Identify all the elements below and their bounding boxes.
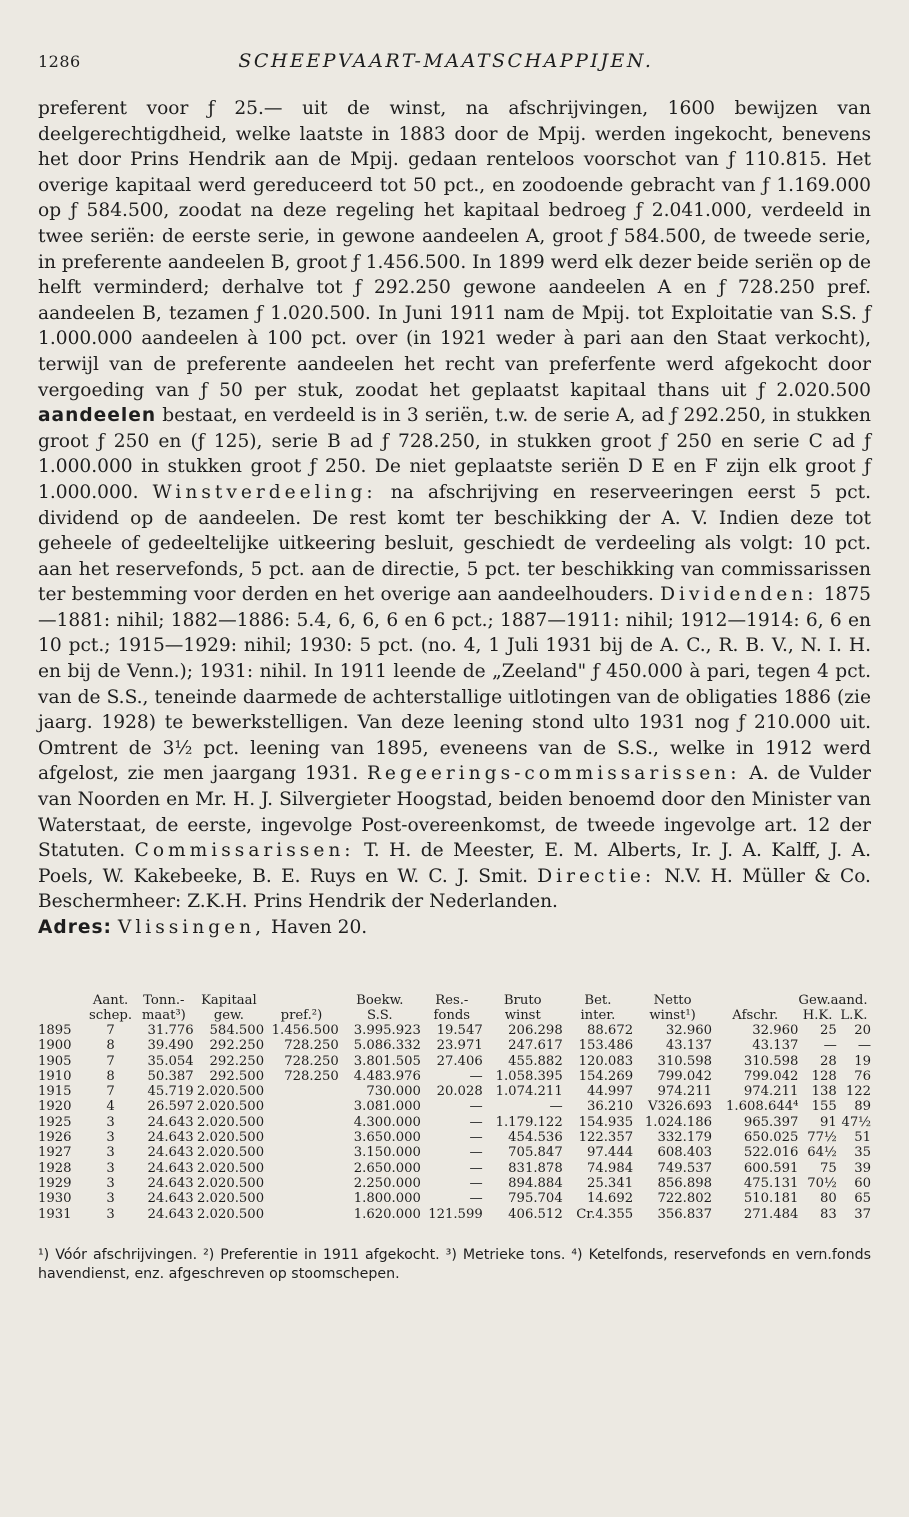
table-cell: 8 [106, 1038, 115, 1054]
table-cell: 24.643 [147, 1114, 194, 1130]
table-cell: — [469, 1175, 483, 1191]
table-cell: 1928 [38, 1160, 72, 1176]
table-cell: 7 [106, 1023, 115, 1038]
column-header: maat³) [141, 1008, 186, 1023]
table-cell: V326.693 [647, 1099, 713, 1115]
winstverdeeling-heading: Winstverdeeling: [152, 481, 377, 503]
table-cell: 31.776 [147, 1023, 194, 1038]
table-cell: 47½ [841, 1114, 871, 1130]
table-cell: 3.081.000 [353, 1099, 421, 1115]
table-cell: 155 [811, 1099, 837, 1115]
table-row [38, 1191, 871, 1206]
table-cell: 122.357 [578, 1130, 634, 1146]
table-cell: 120.083 [578, 1053, 634, 1069]
table-cell: 1.800.000 [353, 1191, 421, 1207]
table-cell: 7 [106, 1084, 115, 1100]
table-cell: 154.935 [578, 1114, 634, 1130]
table-cell: 310.598 [743, 1053, 799, 1069]
column-header: S.S. [367, 1008, 393, 1023]
table-cell: 475.131 [743, 1175, 799, 1191]
table-cell: 28 [820, 1053, 837, 1069]
table-cell: 20.028 [436, 1084, 483, 1100]
table-cell: 32.960 [752, 1023, 799, 1038]
table-cell [264, 1191, 339, 1206]
table-cell [264, 1207, 339, 1222]
table-cell: 35 [854, 1145, 871, 1161]
column-header: schep. [88, 1008, 133, 1023]
table-row [38, 1099, 871, 1114]
table-cell: 24.643 [147, 1175, 194, 1191]
table-cell: 2.020.500 [196, 1175, 265, 1191]
table-cell: 122 [845, 1084, 871, 1100]
table-cell: 722.802 [657, 1191, 713, 1207]
table-cell: 97.444 [586, 1145, 634, 1161]
table-cell: 24.643 [147, 1130, 194, 1146]
table-cell: — [469, 1099, 483, 1115]
table-cell: 1.456.500 [271, 1023, 339, 1038]
table-cell [264, 1176, 339, 1191]
table-cell: 3.650.000 [353, 1130, 421, 1146]
body-text [38, 96, 871, 915]
column-header: Afschr. [732, 1008, 779, 1023]
table-cell: 1.074.211 [495, 1084, 563, 1100]
column-header: gew. [213, 1008, 244, 1023]
table-cell: 2.020.500 [196, 1084, 265, 1100]
table-cell: 2.020.500 [196, 1160, 265, 1176]
table-cell: 749.537 [657, 1160, 713, 1176]
table-cell: 25.341 [586, 1175, 634, 1191]
table-cell: 26.597 [147, 1099, 194, 1115]
table-cell: 965.397 [743, 1114, 799, 1130]
table-cell: 2.020.500 [196, 1145, 265, 1161]
table-cell: 14.692 [586, 1191, 634, 1207]
table-cell: 37 [854, 1206, 871, 1222]
address-label: Adres: [38, 917, 112, 938]
table-cell: 153.486 [578, 1038, 634, 1054]
table-cell: 1.024.186 [644, 1114, 713, 1130]
column-header: Tonn.- [143, 993, 185, 1008]
table-cell: 310.598 [657, 1053, 713, 1069]
table-cell: 35.054 [147, 1053, 194, 1069]
table-cell: 247.617 [508, 1038, 563, 1054]
table-cell: 24.643 [147, 1191, 194, 1207]
article-paragraph [38, 96, 871, 915]
table-cell: 3 [106, 1160, 115, 1176]
table-cell: 44.997 [586, 1084, 634, 1100]
column-header: pref.²) [280, 1008, 323, 1023]
table-cell: 455.882 [508, 1053, 563, 1069]
table-cell: 50.387 [147, 1068, 194, 1084]
table-cell: 974.211 [743, 1084, 799, 1100]
table-cell: 356.837 [657, 1206, 713, 1222]
table-cell: 454.536 [508, 1130, 563, 1146]
table-cell: 510.181 [743, 1191, 799, 1207]
address-city: Vlissingen, [117, 917, 266, 938]
table-cell: 5.086.332 [353, 1038, 421, 1054]
directie-heading: Directie: [537, 865, 656, 887]
table-cell: 1927 [38, 1145, 72, 1161]
table-cell: 3.995.923 [353, 1023, 421, 1038]
column-header: winst [504, 1008, 541, 1023]
table-cell: 406.512 [508, 1206, 563, 1222]
table-cell: 74.984 [586, 1160, 634, 1176]
table-cell: 2.020.500 [196, 1099, 265, 1115]
table-row [38, 1115, 871, 1130]
running-head [38, 50, 871, 90]
table-row [38, 1130, 871, 1145]
table-cell: 584.500 [209, 1023, 265, 1038]
table-cell: 138 [811, 1084, 837, 1100]
text-segment-5: A. de Vulder van Noorden en Mr. H. J. Silvergieter Hoogstad, beiden benoemd door den Minister van Waterstaat, de eerste, ingevolge Post-overeenkomst, de tweede ingevolge art. 12 der Statuten. [38, 763, 871, 862]
column-header: H.K. [802, 1008, 833, 1023]
table-cell: 1910 [38, 1068, 72, 1084]
table-cell: 3 [106, 1114, 115, 1130]
table-cell: 522.016 [743, 1145, 799, 1161]
table-cell: Cr.4.355 [576, 1206, 634, 1222]
table-row [38, 1069, 871, 1084]
text-segment-6: T. H. de Meester, E. M. Alberts, Ir. J. A. Kalff, J. A. Poels, W. Kakebeeke, B. E. Ruys en W. C. J. Smit. [38, 840, 871, 887]
table-cell: — [469, 1068, 483, 1084]
table-cell [264, 1145, 339, 1160]
table-cell: 8 [106, 1068, 115, 1084]
table-cell: 65 [854, 1191, 871, 1207]
column-header [38, 993, 87, 1008]
table-cell: 600.591 [743, 1160, 799, 1176]
column-header: Aant. [92, 993, 129, 1008]
table-cell: 206.298 [508, 1023, 563, 1038]
table-row [38, 1161, 871, 1176]
table-cell: 75 [820, 1160, 837, 1176]
table-cell: 25 [820, 1023, 837, 1038]
column-header: Gew.aand. [798, 993, 868, 1008]
table-cell: 45.719 [147, 1084, 194, 1100]
table-cell: 3.150.000 [353, 1145, 421, 1161]
table-cell: 1905 [38, 1053, 72, 1069]
table-cell: 3 [106, 1175, 115, 1191]
column-header [712, 993, 798, 1008]
table-cell: 705.847 [508, 1145, 563, 1161]
table-cell: — [857, 1038, 871, 1054]
table-cell: 2.020.500 [196, 1114, 265, 1130]
table-row [38, 1054, 871, 1069]
column-header: fonds [433, 1008, 471, 1023]
table-cell: 650.025 [743, 1130, 799, 1146]
table-row [38, 1145, 871, 1160]
table-cell: 894.884 [508, 1175, 563, 1191]
table-cell: 80 [820, 1191, 837, 1207]
table-cell: 76 [854, 1068, 871, 1084]
table-cell: 608.403 [657, 1145, 713, 1161]
table-cell: 91 [820, 1114, 837, 1130]
table-cell: 1930 [38, 1191, 72, 1207]
page-number: 1286 [38, 52, 81, 71]
table-cell: 2.020.500 [196, 1206, 265, 1222]
table-cell: 3 [106, 1145, 115, 1161]
commissarissen-heading: Commissarissen: [134, 840, 355, 862]
table-cell: 24.643 [147, 1206, 194, 1222]
table-cell: 19 [854, 1053, 871, 1069]
table-cell: 24.643 [147, 1160, 194, 1176]
table-cell: 77½ [807, 1130, 837, 1146]
table-cell: 19.547 [436, 1023, 483, 1038]
table-cell: 89 [854, 1099, 871, 1115]
table-row [38, 1038, 871, 1053]
table-cell: 1900 [38, 1038, 72, 1054]
table-cell: 1920 [38, 1099, 72, 1115]
table-cell: 4 [106, 1099, 115, 1115]
table-cell: — [823, 1038, 837, 1054]
table-row [38, 1023, 871, 1038]
column-header: winst¹) [649, 1008, 696, 1023]
table-cell [264, 1161, 339, 1176]
table-cell: 1926 [38, 1130, 72, 1146]
address-street: Haven 20. [270, 917, 368, 938]
table-cell: 332.179 [657, 1130, 713, 1146]
column-header: Res.- [435, 993, 469, 1008]
table-cell: 24.643 [147, 1145, 194, 1161]
table-cell: 43.137 [752, 1038, 799, 1054]
address-line [38, 915, 871, 941]
column-header: Bet. [584, 993, 612, 1008]
aandeelen-emphasis: aandeelen [38, 405, 157, 427]
column-header [264, 993, 339, 1008]
column-header: Kapitaal [201, 993, 257, 1008]
table-cell: 83 [820, 1206, 837, 1222]
column-header: L.K. [840, 1008, 868, 1023]
table-cell: 1.608.644⁴ [726, 1099, 799, 1115]
text-segment-7: N.V. H. Müller & Co. Beschermheer: Z.K.H. Prins Hendrik der Nederlanden. [38, 865, 871, 913]
table-cell: 292.500 [209, 1068, 265, 1084]
table-cell: 1931 [38, 1206, 72, 1222]
table-row [38, 1176, 871, 1191]
text-segment-4: 1875—1881: nihil; 1882—1886: 5.4, 6, 6, 6 en 6 pct.; 1887—1911: nihil; 1912—1914: 6, 6 en 10 pct.; 1915—1929: nihil; 1930: 5 pct. (no. 4, 1 Juli 1931 bij de A. C., R. B. V., N. I. H. en bij de Venn.); 1931: nihil. In 1911 leende de „Zeeland" ƒ 450.000 à pari, tegen 4 pct. van de S.S., teneinde daarmede de achterstallige uitlotingen van de obligaties 1886 (zie jaarg. 1928) te bewerkstelligen. Van deze leening stond ulto 1931 nog ƒ 210.000 uit. Omtrent de 3½ pct. leening van 1895, eveneens van de S.S., welke in 1912 werd afgelost, zie men jaargang 1931. [38, 584, 872, 785]
table-cell: 32.960 [665, 1023, 713, 1038]
table-cell [264, 1084, 339, 1099]
table-cell: 2.250.000 [353, 1175, 421, 1191]
table-cell: 43.137 [665, 1038, 713, 1054]
running-title: SCHEEPVAART-MAATSCHAPPIJEN. [238, 50, 654, 72]
table-cell: 728.250 [284, 1053, 339, 1069]
table-cell: 974.211 [657, 1084, 713, 1100]
table-cell [264, 1130, 339, 1145]
footnotes: ¹) Vóór afschrijvingen. ²) Preferentie in 1911 afgekocht. ³) Metrieke tons. ⁴) Ketelfonds, reservefonds en vern.fonds havendienst, enz. afgeschreven op stoomschepen. [38, 1246, 871, 1282]
table-cell: 128 [811, 1068, 837, 1084]
table-cell: 64½ [807, 1145, 837, 1161]
table-cell: 3.801.505 [353, 1053, 421, 1069]
table-row [38, 1084, 871, 1099]
table-header-row [38, 1008, 871, 1023]
column-header [38, 1008, 87, 1023]
table-cell: 728.250 [284, 1068, 339, 1084]
table-cell: 799.042 [743, 1068, 799, 1084]
table-cell: 2.020.500 [196, 1130, 265, 1146]
column-header: Netto [653, 993, 692, 1008]
table-cell: 1.179.122 [495, 1114, 563, 1130]
table-cell: 271.484 [743, 1206, 799, 1222]
table-cell: 1925 [38, 1114, 72, 1130]
table-cell: 70½ [807, 1175, 837, 1191]
statistics-table [38, 993, 871, 1222]
table-cell: 1895 [38, 1023, 72, 1038]
table-cell: 799.042 [657, 1068, 713, 1084]
text-segment-1: preferent voor ƒ 25.— uit de winst, na afschrijvingen, 1600 bewijzen van deelgerechtigdheid, welke laatste in 1883 door de Mpij. werden ingekocht, benevens het door Prins Hendrik aan de Mpij. gedaan renteloos voorschot van ƒ 110.815. Het overige kapitaal werd gereduceerd tot 50 pct., en zoodoende gebracht van ƒ 1.169.000 op ƒ 584.500, zoodat na deze regeling het kapitaal bedroeg ƒ 2.041.000, verdeeld in twee seriën: de eerste serie, in gewone aandeelen A, groot ƒ 584.500, de tweede serie, in preferente aandeelen B, groot ƒ 1.456.500. In 1899 werd elk dezer beide seriën op de helft verminderd; derhalve tot ƒ 292.250 gewone aandeelen A en ƒ 728.250 pref. aandeelen B, tezamen ƒ 1.020.500. In Juni 1911 nam de Mpij. tot Exploitatie van S.S. ƒ 1.000.000 aandeelen à 100 pct. over (in 1921 weder à pari aan den Staat verkocht), terwijl van de preferente aandeelen het recht van preferfente werd afgekocht door vergoeding van ƒ 50 per stuk, zoodat het geplaatst kapitaal thans uit ƒ 2.020.500 [38, 98, 871, 401]
table-cell: 88.672 [586, 1023, 634, 1038]
table-cell: 292.250 [209, 1038, 265, 1054]
table-cell: 154.269 [578, 1068, 634, 1084]
table-cell: 856.898 [657, 1175, 713, 1191]
text-segment-2: bestaat, en verdeeld is in 3 seriën, t.w. de serie A, ad ƒ 292.250, in stukken groot ƒ 250 en (ƒ 125), serie B ad ƒ 728.250, in stukken groot ƒ 250 en serie C ad ƒ 1.000.000 in stukken groot ƒ 250. De niet geplaatste seriën D E en F zijn elk groot ƒ 1.000.000. [38, 405, 872, 503]
table-cell: 1915 [38, 1084, 72, 1100]
table-cell [264, 1115, 339, 1130]
table-cell: — [469, 1191, 483, 1207]
table-cell: 831.878 [508, 1160, 563, 1176]
table-cell: 121.599 [428, 1206, 483, 1222]
table-cell: 27.406 [436, 1053, 483, 1069]
table-cell: 2.650.000 [353, 1160, 421, 1176]
table-cell: 39.490 [147, 1038, 194, 1054]
table-cell: 728.250 [284, 1038, 339, 1054]
table-cell: 3 [106, 1130, 115, 1146]
table-cell: 7 [106, 1053, 115, 1069]
table-cell: 292.250 [209, 1053, 265, 1069]
table-cell: 3 [106, 1191, 115, 1207]
table-cell: — [469, 1130, 483, 1146]
table-cell: 51 [854, 1130, 871, 1146]
table-cell: 39 [854, 1160, 871, 1176]
table-cell: 1.058.395 [495, 1068, 563, 1084]
table-cell: — [469, 1145, 483, 1161]
table-header-row [38, 993, 871, 1008]
table-cell: 1929 [38, 1175, 72, 1191]
table-cell: 3 [106, 1206, 115, 1222]
table-cell: 36.210 [586, 1099, 634, 1115]
column-header: inter. [580, 1008, 616, 1023]
table-cell: 23.971 [436, 1038, 483, 1054]
table-cell: 730.000 [366, 1084, 421, 1100]
regeerings-commissarissen-heading: Regeerings-commissarissen: [366, 763, 741, 785]
dividenden-heading: Dividenden: [660, 584, 818, 606]
table-cell: 60 [854, 1175, 871, 1191]
table-cell: 1.620.000 [353, 1206, 421, 1222]
table-cell: 2.020.500 [196, 1191, 265, 1207]
table-cell: 20 [854, 1023, 871, 1038]
column-header: Boekw. [356, 993, 404, 1008]
table-cell: — [469, 1160, 483, 1176]
table-cell: 4.483.976 [353, 1068, 421, 1084]
table-cell: 4.300.000 [353, 1114, 421, 1130]
table-cell: 795.704 [508, 1191, 563, 1207]
table-cell: — [469, 1114, 483, 1130]
text-segment-3: na afschrijving en reserveeringen eerst 5 pct. dividend op de aandeelen. De rest komt ter beschikking der A. V. Indien deze tot geheele of gedeeltelijke uitkeering besluit, geschiedt de verdeeling als volgt: 10 pct. aan het reservefonds, 5 pct. aan de directie, 5 pct. ter beschikking van commissarissen ter bestemming voor derden en het overige aan aandeelhouders. [38, 481, 871, 606]
column-header: Bruto [503, 993, 542, 1008]
table-row [38, 1207, 871, 1222]
table-cell [264, 1099, 339, 1114]
table-cell: — [549, 1099, 563, 1115]
